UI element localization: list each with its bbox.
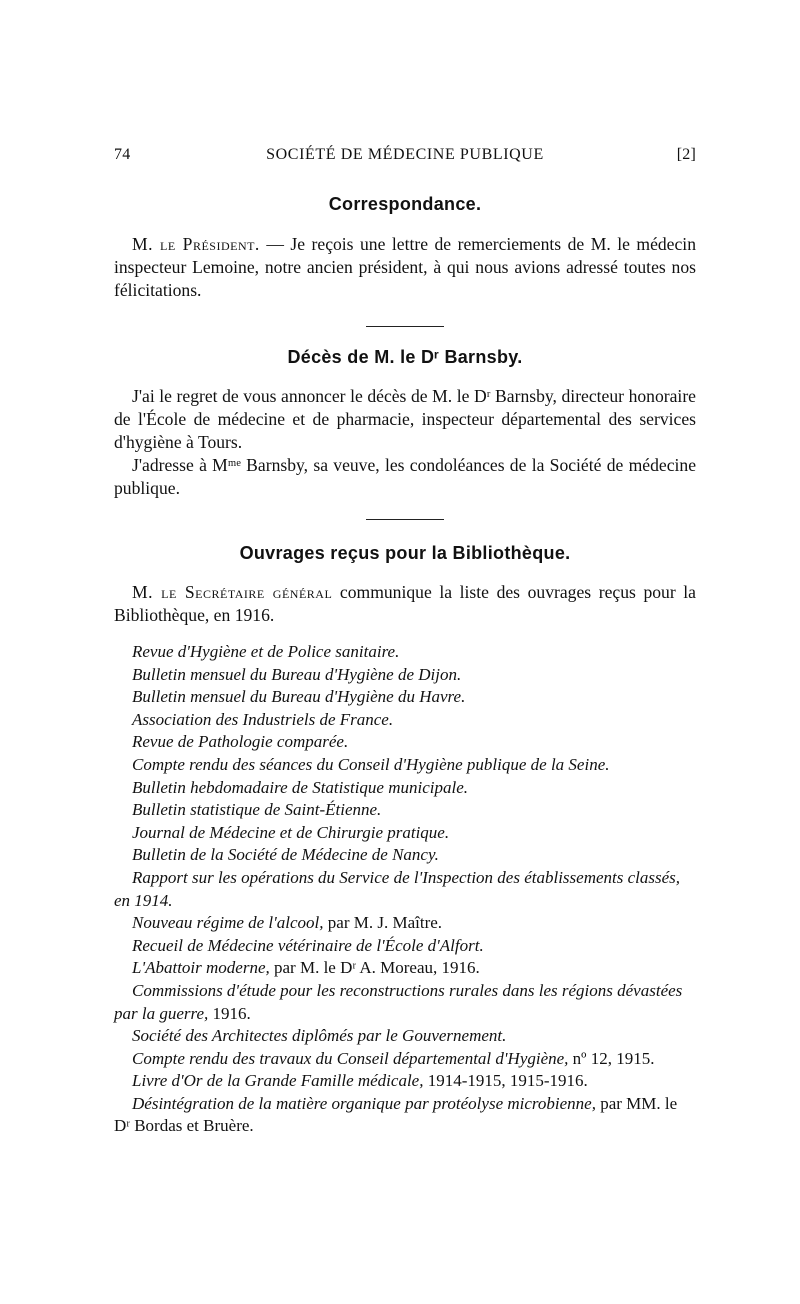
list-item [114, 1048, 696, 1071]
list-item [114, 844, 696, 867]
work-title: Rapport sur les opérations du Service de l'Inspection des établissements classés, en 1914. [114, 867, 681, 910]
list-item [114, 980, 696, 1025]
section-title-correspondance: Correspondance. [328, 194, 482, 214]
work-title: Société des Architectes diplômés par le Gouvernement. [132, 1026, 507, 1046]
work-title: Journal de Médecine et de Chirurgie pratique. [132, 822, 450, 842]
received-works-list [114, 641, 696, 1138]
list-item [114, 777, 696, 800]
work-details: nº 12, 1915. [568, 1048, 655, 1068]
list-item [114, 754, 696, 777]
work-details: par M. le Dʳ A. Moreau, 1916. [269, 958, 480, 978]
list-item [114, 822, 696, 845]
speaker-label: M. le Président. [132, 234, 260, 254]
work-details: 1916. [208, 1003, 251, 1023]
list-item [114, 1025, 696, 1048]
work-title: Désintégration de la matière organique par protéolyse microbienne, [132, 1093, 596, 1113]
work-title: Compte rendu des séances du Conseil d'Hygiène publique de la Seine. [132, 754, 610, 774]
work-details: par M. J. Maître. [323, 913, 443, 933]
work-title: L'Abattoir moderne, [132, 958, 270, 978]
book-page [114, 146, 696, 1138]
work-title: Revue d'Hygiène et de Police sanitaire. [132, 642, 400, 661]
deces-paragraph-2: J'adresse à Mᵐᵉ Barnsby, sa veuve, les condoléances de la Société de médecine publique. [114, 455, 696, 498]
correspondance-text: — Je reçois une lettre de remerciements de M. le médecin inspecteur Lemoine, notre ancien président, à qui nous avions adressé toutes nos félicitations. [114, 234, 696, 300]
work-title: Revue de Pathologie comparée. [132, 732, 349, 752]
section-title-ouvrages: Ouvrages reçus pour la Bibliothèque. [239, 543, 571, 563]
section-divider [366, 326, 444, 327]
work-title: Livre d'Or de la Grande Famille médicale, [132, 1071, 424, 1091]
work-title: Nouveau régime de l'alcool, [132, 913, 324, 933]
list-item [114, 912, 696, 935]
running-head [114, 146, 696, 168]
list-item [114, 709, 696, 732]
deces-paragraph-1: J'ai le regret de vous annoncer le décès de M. le Dʳ Barnsby, directeur honoraire de l'École de médecine et de pharmacie, inspecteur départemental des services d'hygiène à Tours. [114, 386, 696, 452]
list-item [114, 867, 696, 912]
list-item [114, 957, 696, 980]
work-title: Bulletin hebdomadaire de Statistique municipale. [132, 777, 469, 797]
work-title: Compte rendu des travaux du Conseil départemental d'Hygiène, [132, 1048, 569, 1068]
ouvrages-intro-text: communique la liste des ouvrages reçus pour la Bibliothèque, en 1916. [114, 582, 696, 625]
signature-mark: [2] [676, 146, 696, 163]
work-details: par MM. le Dʳ Bordas et Bruère. [114, 1093, 678, 1136]
work-title: Bulletin mensuel du Bureau d'Hygiène de Dijon. [132, 664, 462, 684]
list-item [114, 1093, 696, 1138]
work-title: Association des Industriels de France. [132, 709, 394, 729]
section-title-deces: Décès de M. le Dʳ Barnsby. [287, 347, 523, 367]
list-item [114, 799, 696, 822]
correspondance-paragraph [114, 233, 696, 302]
work-title: Bulletin de la Société de Médecine de Nancy. [132, 845, 439, 865]
page-number: 74 [114, 146, 131, 163]
list-item [114, 641, 696, 664]
list-item [114, 1070, 696, 1093]
list-item [114, 664, 696, 687]
work-title: Bulletin statistique de Saint-Étienne. [132, 800, 382, 820]
list-item [114, 686, 696, 709]
ouvrages-intro [114, 581, 696, 627]
work-details: 1914-1915, 1915-1916. [423, 1071, 588, 1091]
list-item [114, 935, 696, 958]
section-divider [366, 519, 444, 520]
running-title: SOCIÉTÉ DE MÉDECINE PUBLIQUE [266, 146, 544, 163]
work-title: Recueil de Médecine vétérinaire de l'École d'Alfort. [132, 935, 484, 955]
work-title: Commissions d'étude pour les reconstructions rurales dans les régions dévastées par la guerre, [114, 980, 683, 1023]
speaker-label: M. le Secrétaire général [132, 582, 333, 602]
work-title: Bulletin mensuel du Bureau d'Hygiène du Havre. [132, 687, 466, 707]
list-item [114, 731, 696, 754]
